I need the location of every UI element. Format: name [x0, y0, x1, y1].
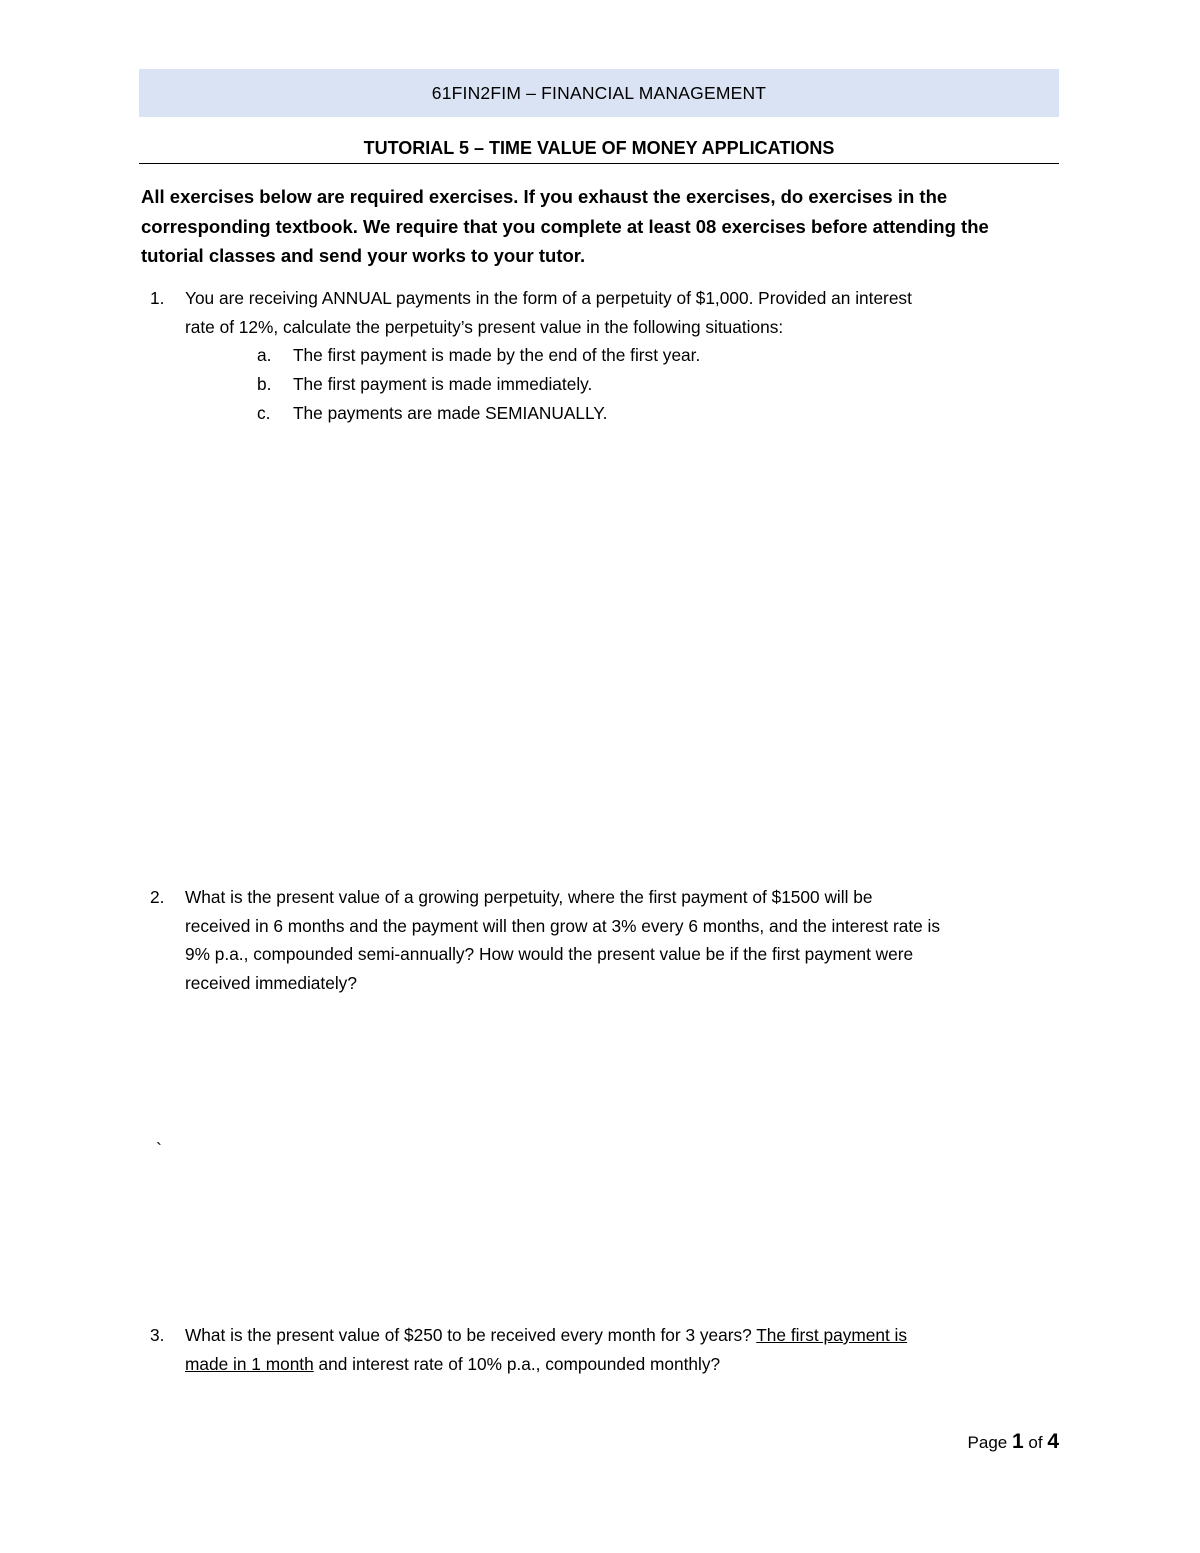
underlined-text: The first payment is [756, 1325, 908, 1345]
question-line: rate of 12%, calculate the perpetuity’s present value in the following situations: [185, 316, 784, 337]
sub-question-text: The first payment is made by the end of the first year. [293, 345, 701, 365]
page-number [968, 1430, 1059, 1454]
question-number: 2. [150, 887, 165, 907]
intro-line: All exercises below are required exercises. If you exhaust the exercises, do exercises in the [141, 186, 948, 207]
sub-question-c [257, 399, 607, 428]
question-line: received immediately? [185, 972, 357, 993]
question-line: received in 6 months and the payment will then grow at 3% every 6 months, and the interest rate is [185, 915, 941, 936]
question-2 [150, 883, 1065, 997]
sub-question-letter: b. [257, 374, 272, 394]
sub-question-letter: a. [257, 345, 272, 365]
sub-question-a [257, 341, 700, 370]
question-line [185, 1350, 1065, 1379]
question-text: What is the present value of $250 to be received every month for 3 years? [185, 1325, 757, 1345]
question-number: 3. [150, 1325, 165, 1345]
underlined-text: made in 1 month [185, 1353, 314, 1374]
current-page: 1 [1011, 1430, 1024, 1453]
sub-question-text: The payments are made SEMIANUALLY. [293, 403, 608, 423]
page-title: TUTORIAL 5 – TIME VALUE OF MONEY APPLICATIONS [139, 138, 1059, 164]
total-pages: 4 [1047, 1430, 1059, 1453]
question-line: What is the present value of a growing perpetuity, where the first payment of $1500 will be [185, 887, 873, 907]
question-text: and interest rate of 10% p.a., compounded monthly? [313, 1353, 721, 1374]
question-3 [150, 1321, 1065, 1378]
question-line [185, 1321, 1065, 1350]
question-line: 9% p.a., compounded semi-annually? How would the present value be if the first payment were [185, 944, 914, 964]
sub-question-text: The first payment is made immediately. [293, 374, 593, 394]
sub-question-b [257, 370, 592, 399]
intro-line: corresponding textbook. We require that you complete at least 08 exercises before attending the [141, 215, 989, 237]
course-header [139, 69, 1059, 117]
question-line: You are receiving ANNUAL payments in the form of a perpetuity of $1,000. Provided an interest [185, 288, 912, 308]
question-number: 1. [150, 288, 165, 308]
intro-line: tutorial classes and send your works to your tutor. [141, 245, 586, 266]
stray-mark: ` [156, 1140, 162, 1160]
of-label: of [1028, 1433, 1043, 1452]
intro-paragraph [141, 182, 1041, 271]
course-title: 61FIN2FIM – FINANCIAL MANAGEMENT [431, 82, 767, 103]
page-label: Page [967, 1433, 1008, 1452]
question-1 [150, 284, 1065, 341]
sub-question-letter: c. [257, 403, 271, 423]
